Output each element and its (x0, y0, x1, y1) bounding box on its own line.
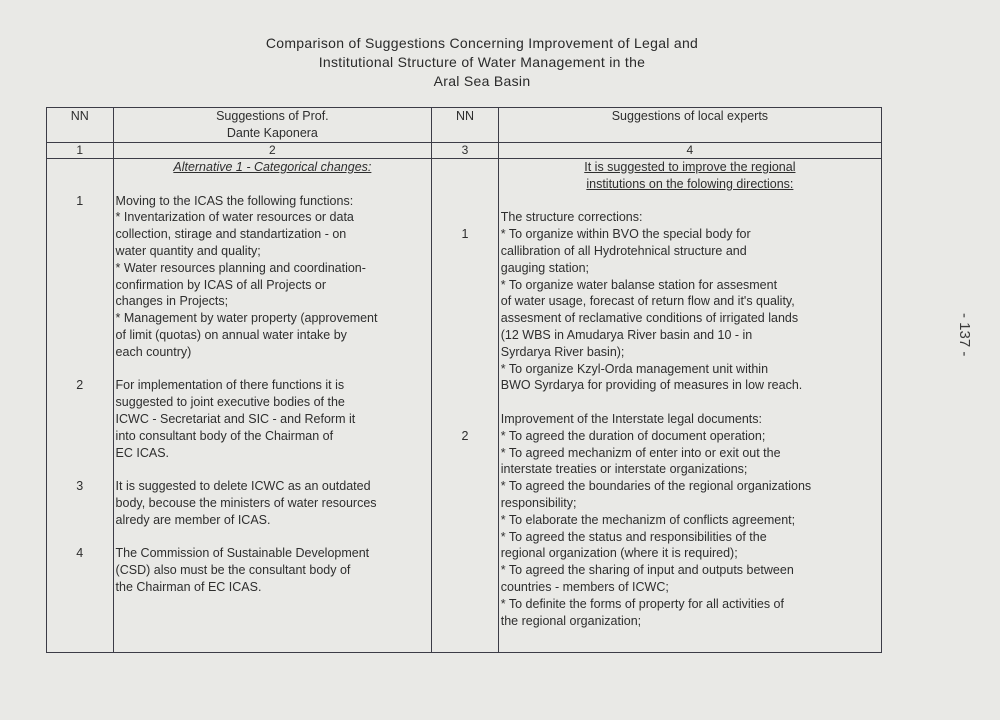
text-line: confirmation by ICAS of all Projects or (115, 277, 327, 292)
left-subheading: Alternative 1 - Categorical changes: (173, 160, 372, 174)
column-number: 2 (113, 143, 432, 159)
column-number-row (47, 143, 882, 159)
header-local: Suggestions of local experts (498, 108, 881, 143)
text-line: * To organize within BVO the special body for (500, 227, 751, 242)
text-line: each country) (115, 344, 192, 359)
prof-suggestions-column (113, 159, 432, 653)
column-number: 1 (47, 143, 114, 159)
header-row (47, 108, 882, 143)
text-line: * To agreed the status and responsibilities of the (500, 529, 767, 544)
header-prof-line-1: Suggestions of Prof. (216, 109, 329, 123)
right-row-1-text (501, 209, 879, 394)
text-line: * To agreed the duration of document operation; (500, 428, 766, 443)
text-line: the Chairman of EC ICAS. (115, 579, 262, 594)
body-row (47, 159, 882, 653)
text-line: gauging station; (500, 260, 590, 275)
text-line: changes in Projects; (115, 294, 229, 309)
header-prof-line-2: Dante Kaponera (226, 125, 318, 140)
text-line: responsibility; (500, 495, 577, 510)
header-nn-right: NN (432, 108, 499, 143)
text-line: * To agreed the boundaries of the regional organizations (500, 479, 812, 494)
column-number: 3 (432, 143, 499, 159)
right-subheading-line-2: institutions on the folowing directions: (586, 176, 794, 191)
text-line: into consultant body of the Chairman of (115, 428, 334, 443)
left-row-3-nn: 3 (76, 479, 84, 494)
title-line-1: Comparison of Suggestions Concerning Improvement of Legal and (265, 35, 699, 51)
text-line: * To agreed mechanizm of enter into or exit out the (500, 445, 781, 460)
column-number: 4 (498, 143, 881, 159)
right-row-2-nn: 2 (461, 428, 469, 443)
text-line: Improvement of the Interstate legal documents: (500, 411, 762, 426)
right-row-1-nn: 1 (461, 227, 469, 242)
text-line: regional organization (where it is required); (500, 546, 738, 561)
text-line: * To elaborate the mechanizm of conflicts agreement; (500, 512, 796, 527)
left-row-4-text (116, 545, 430, 595)
text-line: the regional organization; (500, 613, 642, 628)
text-line: countries - members of ICWC; (500, 579, 669, 594)
right-subheading-line-1: It is suggested to improve the regional (584, 160, 796, 174)
left-row-4-nn: 4 (76, 546, 84, 561)
text-line: callibration of all Hydrotehnical structure and (500, 243, 747, 258)
text-line: * To agreed the sharing of input and outputs between (500, 563, 794, 578)
text-line: ICWC - Secretariat and SIC - and Reform it (115, 411, 356, 426)
text-line: Syrdarya River basin); (500, 344, 625, 359)
text-line: * Water resources planning and coordination- (115, 260, 366, 275)
text-line: (12 WBS in Amudarya River basin and 10 - in (500, 327, 753, 342)
text-line: body, becouse the ministers of water resources (115, 495, 377, 510)
local-suggestions-column (498, 159, 881, 653)
title-line-3: Aral Sea Basin (433, 73, 531, 89)
text-line: It is suggested to delete ICWC as an outdated (115, 479, 371, 494)
text-line: Moving to the ICAS the following functions: (115, 193, 354, 208)
text-line: suggested to joint executive bodies of the (115, 395, 345, 410)
left-row-1-nn: 1 (76, 193, 84, 208)
page-number (948, 300, 982, 360)
left-row-2-text (116, 377, 430, 461)
text-line: * To organize water balanse station for assesment (500, 277, 778, 292)
left-row-3-text (116, 478, 430, 528)
header-prof (113, 108, 432, 143)
text-line: BWO Syrdarya for providing of measures in low reach. (500, 378, 803, 393)
header-nn-left: NN (47, 108, 114, 143)
text-line: The Commission of Sustainable Development (115, 546, 370, 561)
text-line: interstate treaties or interstate organizations; (500, 462, 748, 477)
text-line: * Inventarization of water resources or data (115, 210, 354, 225)
text-line: of water usage, forecast of return flow and it's quality, (500, 294, 795, 309)
title-line-2: Institutional Structure of Water Management in the (318, 54, 646, 70)
text-line: For implementation of there functions it is (115, 378, 345, 393)
text-line: of limit (quotas) on annual water intake by (115, 327, 347, 342)
text-line: collection, stirage and standartization - on (115, 227, 347, 242)
right-nn-column (432, 159, 499, 653)
text-line: * Management by water property (approvement (115, 311, 378, 326)
text-line: EC ICAS. (115, 445, 170, 460)
text-line: alredy are member of ICAS. (115, 512, 271, 527)
left-nn-column (47, 159, 114, 653)
right-row-2-text (501, 411, 879, 629)
text-line: (CSD) also must be the consultant body of (115, 563, 351, 578)
text-line: assesment of reclamative conditions of irrigated lands (500, 311, 799, 326)
text-line: water quantity and quality; (115, 243, 261, 258)
text-line: * To organize Kzyl-Orda management unit within (500, 361, 769, 376)
page-title (0, 34, 964, 91)
left-row-2-nn: 2 (76, 378, 84, 393)
comparison-table (46, 107, 882, 653)
text-line: * To definite the forms of property for all activities of (500, 596, 784, 611)
page-number-text: - 137 - (956, 313, 973, 357)
text-line: The structure corrections: (500, 210, 643, 225)
left-row-1-text (116, 193, 430, 361)
